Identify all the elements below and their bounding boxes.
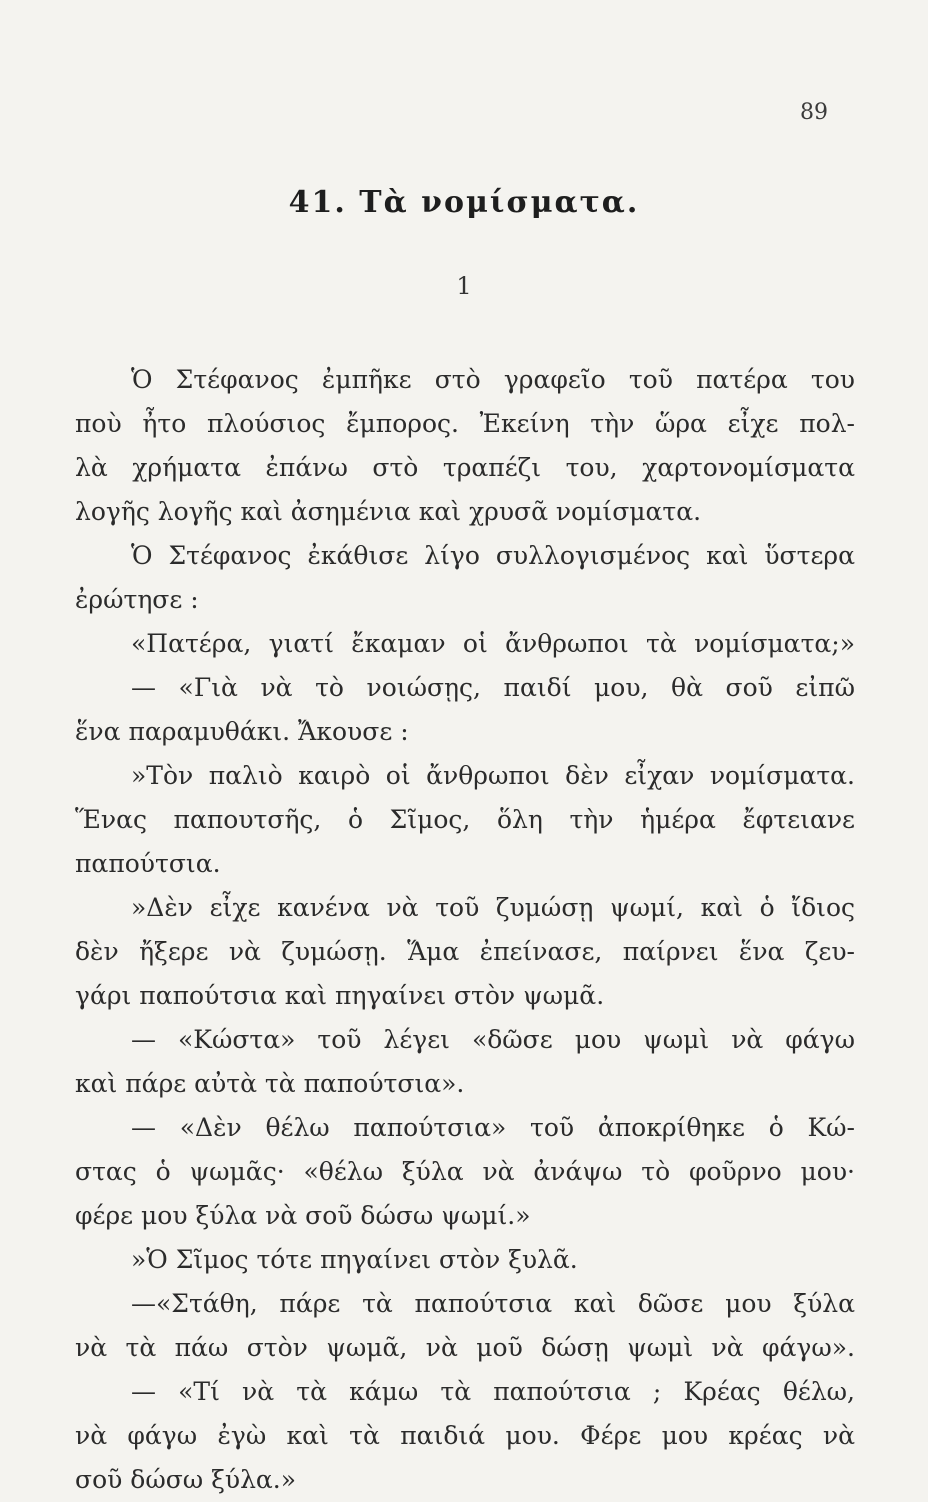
text-line: νὰ τὰ πάω στὸν ψωμᾶ, νὰ μοῦ δώσῃ ψωμὶ νὰ φάγω». xyxy=(75,1333,855,1362)
text-line: «Πατέρα, γιατί ἔκαμαν οἱ ἄνθρωποι τὰ νομίσματα;» xyxy=(131,629,855,658)
section-number: 1 xyxy=(456,272,472,300)
text-line: Ὁ Στέφανος ἐκάθισε λίγο συλλογισμένος καὶ ὕστερα xyxy=(131,541,855,570)
text-line: ἕνα παραμυθάκι. Ἄκουσε : xyxy=(75,717,409,746)
text-line: — «Κώστα» τοῦ λέγει «δῶσε μου ψωμὶ νὰ φάγω xyxy=(131,1025,855,1054)
text-line: Ἕνας παπουτσῆς, ὁ Σῖμος, ὅλη τὴν ἡμέρα ἔφτειανε xyxy=(75,805,855,834)
body-text xyxy=(75,358,855,1502)
text-line: — «Γιὰ νὰ τὸ νοιώσῃς, παιδί μου, θὰ σοῦ εἰπῶ xyxy=(131,673,855,702)
text-line: »Δὲν εἶχε κανένα νὰ τοῦ ζυμώσῃ ψωμί, καὶ ὁ ἴδιος xyxy=(131,893,855,922)
text-line: δὲν ἤξερε νὰ ζυμώσῃ. Ἅμα ἐπείνασε, παίρνει ἕνα ζευ- xyxy=(75,937,855,966)
text-line: »Ὁ Σῖμος τότε πηγαίνει στὸν ξυλᾶ. xyxy=(131,1245,578,1274)
text-line: σοῦ δώσω ξύλα.» xyxy=(75,1465,297,1494)
text-line: —«Στάθη, πάρε τὰ παπούτσια καὶ δῶσε μου ξύλα xyxy=(131,1289,855,1318)
text-line: — «Τί νὰ τὰ κάμω τὰ παπούτσια ; Κρέας θέλω, xyxy=(131,1377,855,1406)
chapter-title: 41. Τὰ νομίσματα. xyxy=(288,185,640,220)
text-line: »Τὸν παλιὸ καιρὸ οἱ ἄνθρωποι δὲν εἶχαν νομίσματα. xyxy=(131,761,855,790)
text-line: Ὁ Στέφανος ἐμπῆκε στὸ γραφεῖο τοῦ πατέρα του xyxy=(131,365,855,394)
text-line: γάρι παπούτσια καὶ πηγαίνει στὸν ψωμᾶ. xyxy=(75,981,605,1010)
page-number: 89 xyxy=(800,100,828,125)
text-line: λογῆς λογῆς καὶ ἀσημένια καὶ χρυσᾶ νομίσματα. xyxy=(75,497,702,526)
text-line: στας ὁ ψωμᾶς· «θέλω ξύλα νὰ ἀνάψω τὸ φοῦρνο μου· xyxy=(75,1157,855,1186)
text-line: καὶ πάρε αὐτὰ τὰ παπούτσια». xyxy=(75,1069,465,1098)
text-line: παπούτσια. xyxy=(75,849,221,878)
text-line: ποὺ ἦτο πλούσιος ἔμπορος. Ἐκείνη τὴν ὥρα εἶχε πολ- xyxy=(75,409,855,438)
text-line: ἐρώτησε : xyxy=(75,585,199,614)
text-line: λὰ χρήματα ἐπάνω στὸ τραπέζι του, χαρτονομίσματα xyxy=(75,453,855,482)
text-line: φέρε μου ξύλα νὰ σοῦ δώσω ψωμί.» xyxy=(75,1201,531,1230)
text-line: — «Δὲν θέλω παπούτσια» τοῦ ἀποκρίθηκε ὁ Κώ- xyxy=(131,1113,855,1142)
text-line: νὰ φάγω ἐγὼ καὶ τὰ παιδιά μου. Φέρε μου κρέας νὰ xyxy=(75,1421,855,1450)
